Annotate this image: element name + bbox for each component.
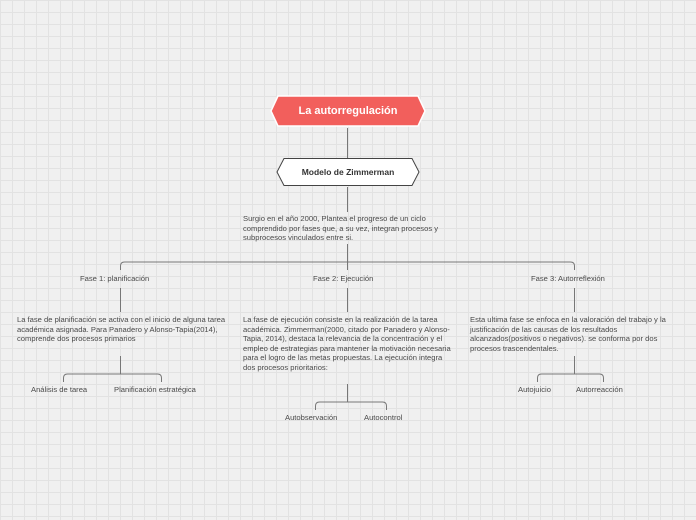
- phase-branch-bar: [121, 262, 575, 270]
- phase-1-label[interactable]: Fase 1: planificación: [80, 274, 150, 283]
- subprocess-planificacion-estrategica[interactable]: Planificación estratégica: [114, 385, 196, 394]
- sub-branch-bar-1: [64, 374, 162, 382]
- intro-text[interactable]: Surgio en el año 2000, Plantea el progreso de un ciclo comprendido por fases que, a su vez, integran procesos y subprocesos vinculados entre si.: [243, 214, 439, 243]
- phase-3-label[interactable]: Fase 3: Autorreflexión: [531, 274, 605, 283]
- root-node-label: La autorregulación: [298, 105, 398, 117]
- subprocess-autocontrol[interactable]: Autocontrol: [364, 413, 403, 422]
- phase-1-description[interactable]: La fase de planificación se activa con el inicio de alguna tarea académica asignada. Para Panadero y Alonso-Tapia(2014), comprende dos procesos primarios: [17, 315, 226, 344]
- subprocess-autojuicio[interactable]: Autojuicio: [518, 385, 551, 394]
- phase-3-description[interactable]: Esta ultima fase se enfoca en la valoración del trabajo y la justificación de las causas de los resultados alcanzados(positivos o negativos). se conforma por dos procesos trascendentales.: [470, 315, 666, 353]
- sub-branch-bar-3: [538, 374, 604, 382]
- model-node-label: Modelo de Zimmerman: [301, 167, 395, 177]
- sub-branch-bar-2: [316, 402, 387, 410]
- phase-2-label[interactable]: Fase 2: Ejecución: [313, 274, 374, 283]
- subprocess-autorreaccion[interactable]: Autorreacción: [576, 385, 623, 394]
- phase-2-description[interactable]: La fase de ejecución consiste en la realización de la tarea académica. Zimmerman(2000, citado por Panadero y Alonso-Tapia, 2014), destaca la relevancia de la concentración y el empleo de estrategias para mantener la motivación necesaria para el logro de las metas propuestas. La ejecución integra dos procesos prioritarios:: [243, 315, 451, 372]
- subprocess-autobservacion[interactable]: Autobservación: [285, 413, 338, 422]
- root-node[interactable]: [270, 95, 426, 127]
- model-node[interactable]: [276, 158, 420, 186]
- subprocess-analisis-tarea[interactable]: Análisis de tarea: [31, 385, 88, 394]
